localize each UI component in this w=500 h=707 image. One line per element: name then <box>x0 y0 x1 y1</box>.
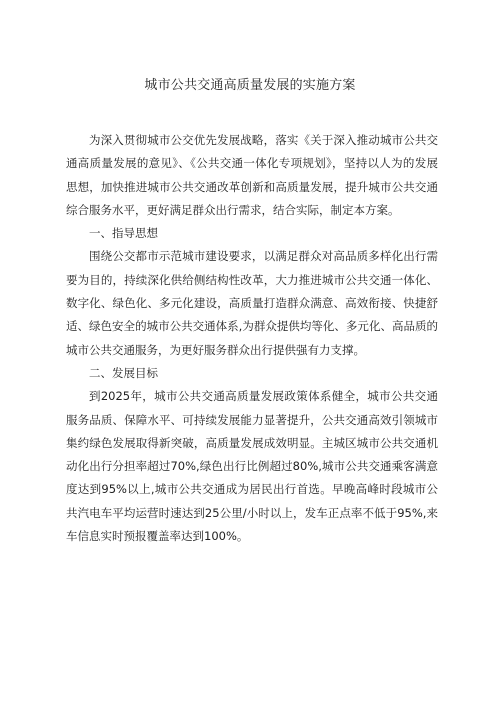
section-heading-guiding-ideology: 一、指导思想 <box>89 226 158 241</box>
document-title: 城市公共交通高质量发展的实施方案 <box>144 78 356 93</box>
intro-paragraph: 为深入贯彻城市公交优先发展战略，落实《关于深入推动城市公共交通高质量发展的意见》、《公共交通一体化专项规划》，坚持以人为的发展思想，加快推进城市公共交通改革创新和高质量发展，提升城市公共交通综合服务水平，更好满足群众出行需求，结合实际，制定本方案。 <box>66 133 438 217</box>
section-paragraph-development-goals: 到2025年，城市公共交通高质量发展政策体系健全，城市公共交通服务品质、保障水平、可持续发展能力显著提升，公共交通高效引领城市集约绿色发展取得新突破，高质量发展成效明显。主城区城市公共交通机动化出行分担率超过70%,绿色出行比例超过80%,城市公共交通乘客满意度达到95%以上,城市公共交通成为居民出行首选。早晚高峰时段城市公共汽电车平均运营时速达到25公里/小时以上，发车正点率不低于95%,来车信息实时预报覆盖率达到100%。 <box>66 389 438 544</box>
section-heading-development-goals: 二、发展目标 <box>89 365 158 380</box>
document-body <box>66 129 438 548</box>
section-paragraph-guiding-ideology: 围绕公交都市示范城市建设要求，以满足群众对高品质多样化出行需要为目的，持续深化供给侧结构性改革，大力推进城市公共交通一体化、数字化、绿色化、多元化建设，高质量打造群众满意、高效衔接、快捷舒适、绿色安全的城市公共交通体系,为群众提供均等化、多元化、高品质的城市公共交通服务，为更好服务群众出行提供强有力支撑。 <box>66 249 438 357</box>
